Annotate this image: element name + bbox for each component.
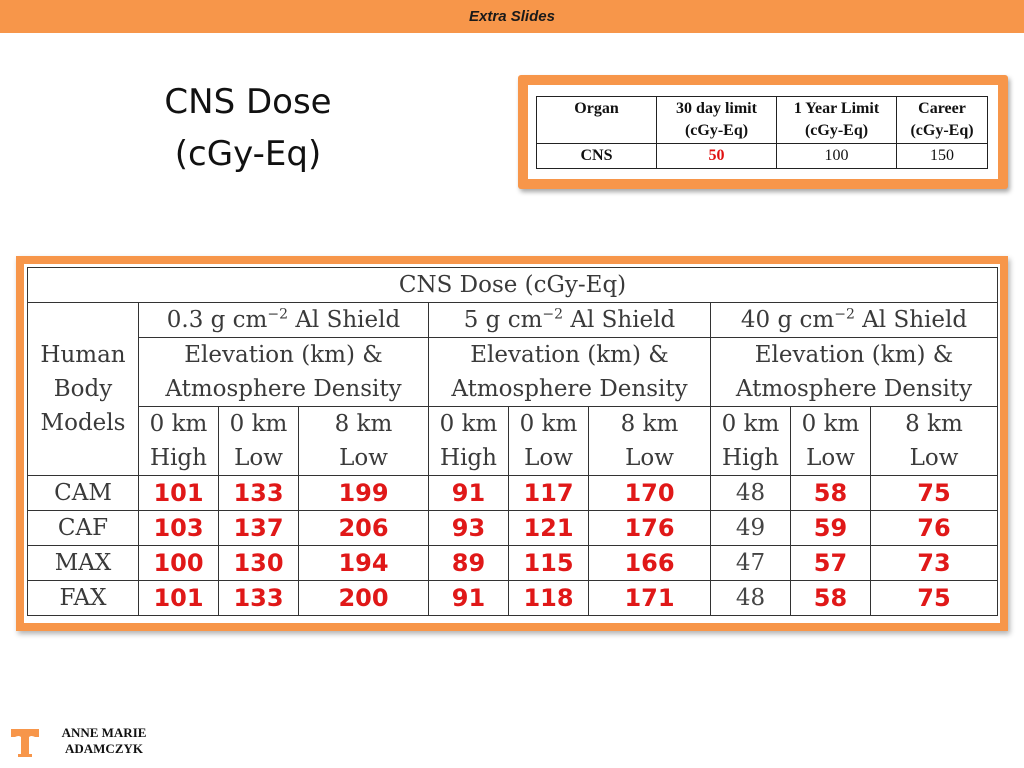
- elevation-header-3: Elevation (km) & Atmosphere Density: [711, 338, 998, 407]
- slide-title-line2: (cGy-Eq): [174, 134, 322, 174]
- model-name: CAM: [28, 476, 139, 511]
- condition-header: 0 km Low: [791, 407, 871, 476]
- dose-value: 57: [791, 546, 871, 581]
- dose-value: 58: [791, 581, 871, 616]
- dose-value: 49: [711, 511, 791, 546]
- dose-value: 121: [509, 511, 589, 546]
- limits-header-organ: Organ: [537, 97, 657, 144]
- dose-value: 137: [219, 511, 299, 546]
- dose-value: 75: [871, 581, 998, 616]
- limits-table-frame: [518, 75, 1008, 189]
- shield-header-5: 5 g $cm^{-2}$ Al Shield: [429, 303, 711, 338]
- limits-header-30day: 30 day limit (cGy-Eq): [657, 97, 777, 144]
- condition-header: 0 km High: [139, 407, 219, 476]
- dose-value: 101: [139, 476, 219, 511]
- dose-value: 73: [871, 546, 998, 581]
- dose-value: 48: [711, 476, 791, 511]
- limits-cell-30day: 50: [657, 144, 777, 169]
- header-bar: [0, 0, 1024, 33]
- dose-value: 117: [509, 476, 589, 511]
- dose-value: 206: [299, 511, 429, 546]
- dose-value: 118: [509, 581, 589, 616]
- model-name: MAX: [28, 546, 139, 581]
- model-name: FAX: [28, 581, 139, 616]
- dose-table-panel: [24, 264, 1000, 623]
- table-row: [28, 476, 998, 511]
- limits-table-panel: [528, 85, 998, 179]
- dose-value: 130: [219, 546, 299, 581]
- condition-header: 0 km Low: [219, 407, 299, 476]
- tennessee-t-logo: [10, 727, 40, 757]
- dose-value: 115: [509, 546, 589, 581]
- dose-value: 59: [791, 511, 871, 546]
- dose-table-title: CNS Dose (cGy-Eq): [28, 268, 998, 303]
- table-row: [28, 546, 998, 581]
- limits-cell-1year: 100: [777, 144, 897, 169]
- limits-cell-career: 150: [897, 144, 988, 169]
- limits-header-row: [537, 97, 988, 144]
- header-label: Extra Slides: [469, 8, 555, 25]
- limits-header-career: Career (cGy-Eq): [897, 97, 988, 144]
- condition-header-row: [28, 407, 998, 476]
- dose-value: 171: [589, 581, 711, 616]
- dose-value: 91: [429, 581, 509, 616]
- table-row: [28, 511, 998, 546]
- dose-value: 101: [139, 581, 219, 616]
- limits-cell-organ: CNS: [537, 144, 657, 169]
- human-body-models-header: Human Body Models: [28, 303, 139, 476]
- condition-header: 0 km High: [429, 407, 509, 476]
- slide-title: [108, 76, 388, 180]
- condition-header: 0 km Low: [509, 407, 589, 476]
- dose-table-frame: [16, 256, 1008, 631]
- dose-value: 48: [711, 581, 791, 616]
- dose-value: 200: [299, 581, 429, 616]
- elevation-header-2: Elevation (km) & Atmosphere Density: [429, 338, 711, 407]
- dose-value: 76: [871, 511, 998, 546]
- dose-value: 176: [589, 511, 711, 546]
- table-row: [28, 581, 998, 616]
- dose-value: 100: [139, 546, 219, 581]
- condition-header: 8 km Low: [871, 407, 998, 476]
- dose-value: 166: [589, 546, 711, 581]
- dose-value: 194: [299, 546, 429, 581]
- dose-value: 47: [711, 546, 791, 581]
- dose-value: 133: [219, 476, 299, 511]
- dose-value: 75: [871, 476, 998, 511]
- elevation-header-1: Elevation (km) & Atmosphere Density: [139, 338, 429, 407]
- dose-table-body: [28, 476, 998, 616]
- dose-value: 58: [791, 476, 871, 511]
- condition-header: 8 km Low: [299, 407, 429, 476]
- dose-table: [27, 267, 998, 616]
- author-name: [46, 725, 162, 757]
- dose-value: 93: [429, 511, 509, 546]
- limits-table: [536, 96, 988, 169]
- model-name: CAF: [28, 511, 139, 546]
- slide-title-line1: CNS Dose: [164, 82, 332, 122]
- dose-value: 103: [139, 511, 219, 546]
- dose-value: 199: [299, 476, 429, 511]
- shield-header-0-3: 0.3 g $cm^{-2}$ Al Shield: [139, 303, 429, 338]
- author-line2: ADAMCZYK: [65, 741, 143, 756]
- dose-value: 133: [219, 581, 299, 616]
- limits-data-row: [537, 144, 988, 169]
- shield-header-40: 40 g $cm^{-2}$ Al Shield: [711, 303, 998, 338]
- dose-value: 91: [429, 476, 509, 511]
- dose-value: 170: [589, 476, 711, 511]
- condition-header: 8 km Low: [589, 407, 711, 476]
- condition-header: 0 km High: [711, 407, 791, 476]
- dose-value: 89: [429, 546, 509, 581]
- limits-header-1year: 1 Year Limit (cGy-Eq): [777, 97, 897, 144]
- author-line1: ANNE MARIE: [61, 725, 147, 740]
